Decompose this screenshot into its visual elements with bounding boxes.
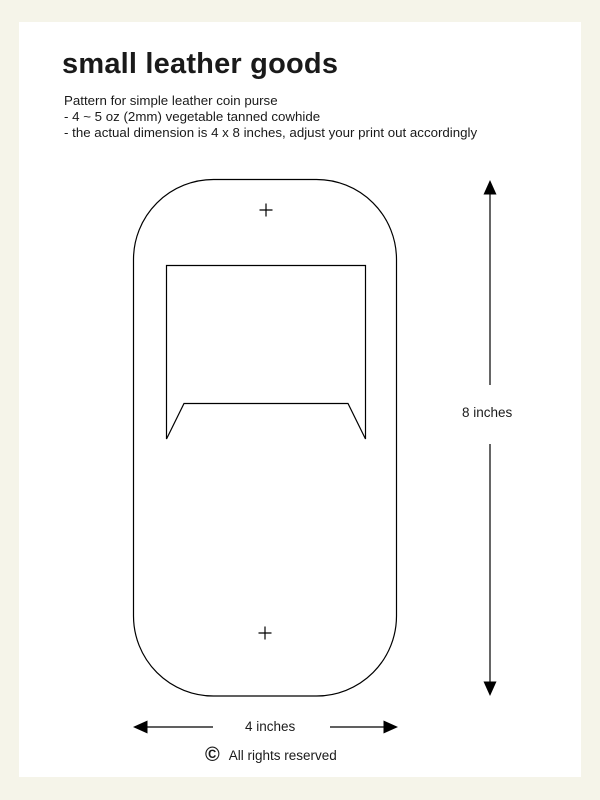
arrowhead-left-icon — [133, 721, 148, 734]
registration-mark-top — [260, 204, 273, 217]
registration-mark-bottom — [259, 627, 272, 640]
width-dimension-label: 4 inches — [245, 719, 296, 734]
copyright-icon: © — [205, 744, 220, 766]
height-dimension-label: 8 inches — [462, 405, 513, 420]
pattern-outline — [134, 180, 397, 697]
description-line: - the actual dimension is 4 x 8 inches, adjust your print out accordingly — [64, 125, 478, 140]
arrowhead-up-icon — [484, 180, 497, 195]
copyright-text: All rights reserved — [228, 747, 337, 763]
copyright-line — [205, 744, 337, 766]
description-line: - 4 ~ 5 oz (2mm) vegetable tanned cowhide — [64, 109, 321, 124]
page-title: small leather goods — [62, 48, 339, 80]
arrowhead-right-icon — [384, 721, 399, 734]
arrowhead-down-icon — [484, 682, 497, 697]
height-dimension-arrow — [484, 180, 497, 696]
description-line: Pattern for simple leather coin purse — [64, 93, 278, 108]
pocket-flap-line — [167, 266, 366, 440]
